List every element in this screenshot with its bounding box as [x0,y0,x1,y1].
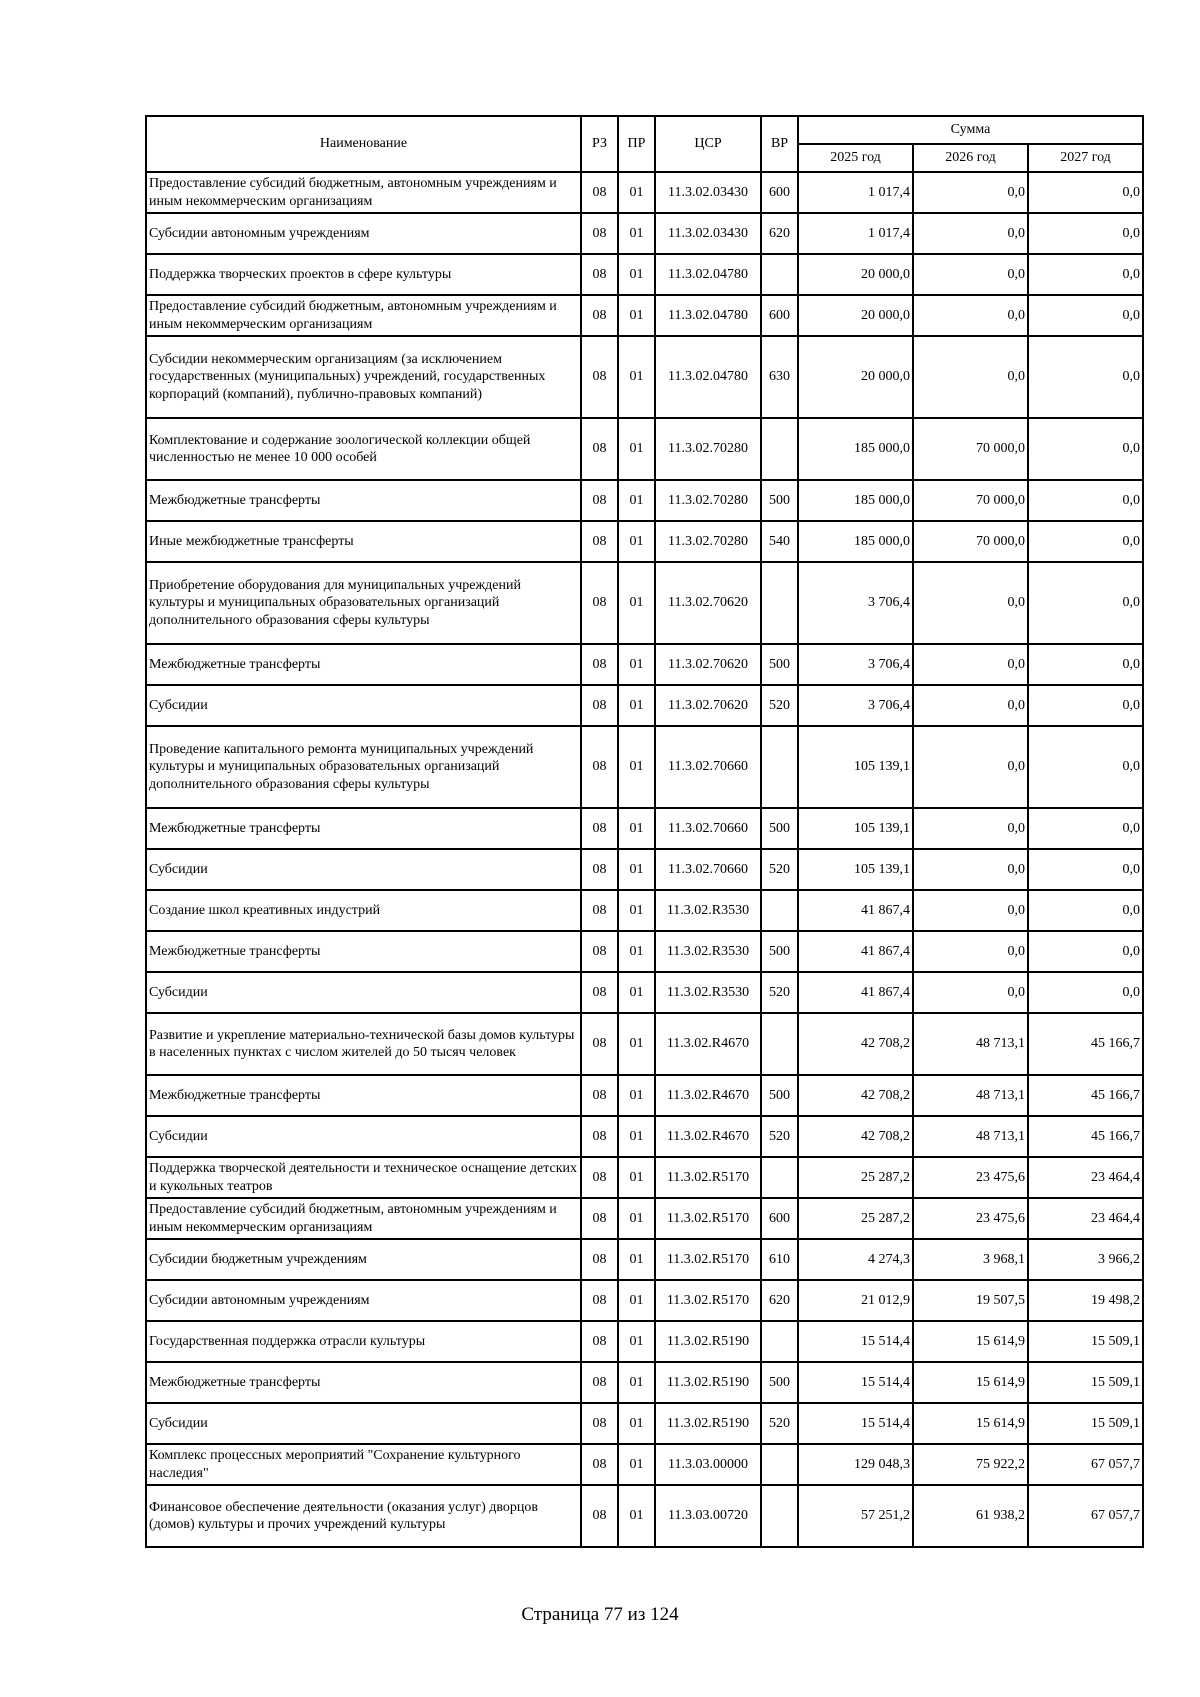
cell-2027: 0,0 [1028,726,1143,808]
cell-vr: 520 [761,685,798,726]
cell-rz: 08 [581,480,618,521]
cell-2025: 1 017,4 [798,213,913,254]
cell-2025: 15 514,4 [798,1362,913,1403]
cell-vr: 520 [761,972,798,1013]
cell-name: Субсидии автономным учреждениям [146,213,581,254]
cell-name: Межбюджетные трансферты [146,480,581,521]
cell-2026: 23 475,6 [913,1157,1028,1198]
cell-2025: 15 514,4 [798,1403,913,1444]
table-row [146,336,1143,418]
cell-2025: 185 000,0 [798,480,913,521]
cell-2026: 0,0 [913,808,1028,849]
cell-vr [761,1013,798,1075]
header-sum: Сумма [798,116,1143,144]
cell-2027: 23 464,4 [1028,1157,1143,1198]
cell-2025: 1 017,4 [798,172,913,213]
cell-pr: 01 [618,726,655,808]
table-row [146,1116,1143,1157]
table-header [146,116,1143,172]
cell-pr: 01 [618,480,655,521]
cell-csr: 11.3.02.70660 [655,849,761,890]
cell-2027: 45 166,7 [1028,1013,1143,1075]
cell-vr: 520 [761,849,798,890]
cell-vr [761,1157,798,1198]
cell-2026: 0,0 [913,213,1028,254]
cell-2027: 0,0 [1028,808,1143,849]
cell-2025: 25 287,2 [798,1157,913,1198]
cell-2026: 3 968,1 [913,1239,1028,1280]
cell-rz: 08 [581,1362,618,1403]
cell-2026: 15 614,9 [913,1403,1028,1444]
cell-rz: 08 [581,1444,618,1485]
cell-pr: 01 [618,213,655,254]
cell-rz: 08 [581,1075,618,1116]
cell-rz: 08 [581,808,618,849]
cell-name: Межбюджетные трансферты [146,1362,581,1403]
cell-2026: 0,0 [913,336,1028,418]
cell-2026: 15 614,9 [913,1321,1028,1362]
cell-csr: 11.3.02.04780 [655,295,761,336]
cell-csr: 11.3.02.R5170 [655,1198,761,1239]
cell-csr: 11.3.02.70620 [655,685,761,726]
cell-2025: 105 139,1 [798,808,913,849]
cell-rz: 08 [581,295,618,336]
cell-vr: 520 [761,1116,798,1157]
cell-2025: 20 000,0 [798,254,913,295]
cell-csr: 11.3.02.70280 [655,418,761,480]
cell-name: Предоставление субсидий бюджетным, автономным учреждениям и иным некоммерческим организациям [146,172,581,213]
header-vr: ВР [761,116,798,172]
cell-csr: 11.3.02.70620 [655,644,761,685]
cell-2027: 0,0 [1028,644,1143,685]
cell-2025: 4 274,3 [798,1239,913,1280]
cell-csr: 11.3.02.70280 [655,480,761,521]
cell-pr: 01 [618,1362,655,1403]
cell-name: Межбюджетные трансферты [146,931,581,972]
cell-name: Предоставление субсидий бюджетным, автономным учреждениям и иным некоммерческим организациям [146,1198,581,1239]
cell-csr: 11.3.02.03430 [655,172,761,213]
page-number: Страница 77 из 124 [521,1604,679,1625]
cell-vr: 620 [761,213,798,254]
cell-2027: 0,0 [1028,254,1143,295]
cell-2025: 42 708,2 [798,1013,913,1075]
cell-2025: 42 708,2 [798,1075,913,1116]
header-2026: 2026 год [913,144,1028,172]
cell-2026: 0,0 [913,644,1028,685]
cell-name: Государственная поддержка отрасли культуры [146,1321,581,1362]
cell-pr: 01 [618,1075,655,1116]
cell-2025: 41 867,4 [798,931,913,972]
cell-rz: 08 [581,1321,618,1362]
cell-2027: 45 166,7 [1028,1075,1143,1116]
cell-csr: 11.3.02.R5170 [655,1280,761,1321]
table-row [146,521,1143,562]
table-row [146,1198,1143,1239]
cell-2027: 0,0 [1028,562,1143,644]
cell-2027: 0,0 [1028,890,1143,931]
table-body [146,172,1143,1547]
cell-2027: 15 509,1 [1028,1403,1143,1444]
table-row [146,644,1143,685]
cell-2026: 70 000,0 [913,480,1028,521]
cell-name: Создание школ креативных индустрий [146,890,581,931]
cell-2025: 41 867,4 [798,890,913,931]
table-row [146,1157,1143,1198]
cell-pr: 01 [618,295,655,336]
cell-2026: 70 000,0 [913,521,1028,562]
cell-2025: 20 000,0 [798,336,913,418]
cell-pr: 01 [618,1321,655,1362]
cell-2027: 67 057,7 [1028,1444,1143,1485]
cell-csr: 11.3.02.R3530 [655,972,761,1013]
cell-rz: 08 [581,1280,618,1321]
cell-name: Приобретение оборудования для муниципальных учреждений культуры и муниципальных образовательных организаций дополнительного образования сферы культуры [146,562,581,644]
cell-2027: 0,0 [1028,685,1143,726]
cell-pr: 01 [618,849,655,890]
table-row [146,295,1143,336]
cell-vr: 500 [761,1362,798,1403]
cell-csr: 11.3.02.R5190 [655,1362,761,1403]
cell-vr: 500 [761,808,798,849]
table-row [146,1321,1143,1362]
cell-vr: 500 [761,931,798,972]
cell-name: Субсидии [146,1116,581,1157]
cell-csr: 11.3.02.04780 [655,254,761,295]
cell-2026: 0,0 [913,172,1028,213]
header-2027: 2027 год [1028,144,1143,172]
cell-pr: 01 [618,562,655,644]
cell-name: Субсидии автономным учреждениям [146,1280,581,1321]
cell-2027: 0,0 [1028,336,1143,418]
cell-vr [761,1321,798,1362]
cell-2027: 0,0 [1028,849,1143,890]
cell-2026: 0,0 [913,295,1028,336]
cell-vr: 500 [761,644,798,685]
cell-2027: 3 966,2 [1028,1239,1143,1280]
cell-2025: 20 000,0 [798,295,913,336]
cell-2027: 15 509,1 [1028,1362,1143,1403]
cell-2025: 42 708,2 [798,1116,913,1157]
cell-2027: 0,0 [1028,172,1143,213]
cell-pr: 01 [618,1444,655,1485]
cell-2026: 0,0 [913,726,1028,808]
cell-pr: 01 [618,1013,655,1075]
cell-2027: 0,0 [1028,295,1143,336]
cell-vr: 610 [761,1239,798,1280]
cell-2027: 23 464,4 [1028,1198,1143,1239]
cell-2027: 45 166,7 [1028,1116,1143,1157]
cell-vr: 620 [761,1280,798,1321]
cell-name: Межбюджетные трансферты [146,808,581,849]
cell-2026: 0,0 [913,931,1028,972]
cell-csr: 11.3.02.70280 [655,521,761,562]
header-csr: ЦСР [655,116,761,172]
cell-vr: 600 [761,295,798,336]
cell-rz: 08 [581,644,618,685]
cell-2026: 15 614,9 [913,1362,1028,1403]
cell-2026: 48 713,1 [913,1075,1028,1116]
cell-csr: 11.3.02.R3530 [655,890,761,931]
cell-rz: 08 [581,213,618,254]
table-row [146,172,1143,213]
header-pr: ПР [618,116,655,172]
cell-rz: 08 [581,336,618,418]
cell-vr: 500 [761,1075,798,1116]
cell-rz: 08 [581,418,618,480]
table-row [146,1362,1143,1403]
cell-2026: 0,0 [913,972,1028,1013]
cell-vr: 630 [761,336,798,418]
table-row [146,1280,1143,1321]
cell-pr: 01 [618,1403,655,1444]
cell-pr: 01 [618,890,655,931]
table-row [146,726,1143,808]
cell-name: Предоставление субсидий бюджетным, автономным учреждениям и иным некоммерческим организациям [146,295,581,336]
cell-2025: 25 287,2 [798,1198,913,1239]
cell-pr: 01 [618,1157,655,1198]
cell-2026: 0,0 [913,890,1028,931]
cell-2025: 57 251,2 [798,1485,913,1547]
cell-2026: 19 507,5 [913,1280,1028,1321]
cell-name: Поддержка творческих проектов в сфере культуры [146,254,581,295]
table-row [146,480,1143,521]
cell-2025: 41 867,4 [798,972,913,1013]
cell-2026: 0,0 [913,254,1028,295]
cell-2025: 3 706,4 [798,644,913,685]
table-row [146,418,1143,480]
table-row [146,1403,1143,1444]
cell-csr: 11.3.02.R4670 [655,1013,761,1075]
cell-name: Субсидии [146,1403,581,1444]
cell-csr: 11.3.02.R3530 [655,931,761,972]
cell-csr: 11.3.02.R5170 [655,1157,761,1198]
cell-vr [761,418,798,480]
cell-rz: 08 [581,1198,618,1239]
table-row [146,1485,1143,1547]
table-row [146,1075,1143,1116]
header-rz: РЗ [581,116,618,172]
cell-vr [761,726,798,808]
cell-name: Межбюджетные трансферты [146,1075,581,1116]
cell-pr: 01 [618,1280,655,1321]
cell-csr: 11.3.02.R5170 [655,1239,761,1280]
table-row [146,562,1143,644]
cell-rz: 08 [581,562,618,644]
cell-2027: 0,0 [1028,521,1143,562]
cell-2025: 105 139,1 [798,849,913,890]
cell-pr: 01 [618,254,655,295]
cell-2025: 15 514,4 [798,1321,913,1362]
cell-csr: 11.3.02.70660 [655,726,761,808]
cell-2027: 0,0 [1028,931,1143,972]
cell-rz: 08 [581,931,618,972]
cell-2027: 0,0 [1028,418,1143,480]
cell-2027: 67 057,7 [1028,1485,1143,1547]
cell-2025: 21 012,9 [798,1280,913,1321]
cell-rz: 08 [581,1485,618,1547]
table-row [146,685,1143,726]
cell-vr [761,1444,798,1485]
table-row [146,254,1143,295]
table-row [146,849,1143,890]
cell-name: Развитие и укрепление материально-технической базы домов культуры в населенных пунктах с числом жителей до 50 тысяч человек [146,1013,581,1075]
cell-pr: 01 [618,644,655,685]
cell-2026: 0,0 [913,849,1028,890]
cell-2026: 0,0 [913,685,1028,726]
cell-2026: 23 475,6 [913,1198,1028,1239]
cell-pr: 01 [618,1198,655,1239]
cell-vr: 520 [761,1403,798,1444]
cell-name: Субсидии некоммерческим организациям (за исключением государственных (муниципальных) учреждений, государственных корпораций (компаний), публично-правовых компаний) [146,336,581,418]
cell-csr: 11.3.02.03430 [655,213,761,254]
table-row [146,213,1143,254]
cell-name: Межбюджетные трансферты [146,644,581,685]
cell-name: Субсидии [146,972,581,1013]
table-row [146,931,1143,972]
cell-name: Поддержка творческой деятельности и техническое оснащение детских и кукольных театров [146,1157,581,1198]
cell-vr: 540 [761,521,798,562]
cell-name: Субсидии [146,849,581,890]
cell-pr: 01 [618,931,655,972]
cell-pr: 01 [618,972,655,1013]
budget-table [145,115,1144,1548]
cell-vr [761,562,798,644]
table-row [146,808,1143,849]
cell-rz: 08 [581,849,618,890]
cell-csr: 11.3.02.R4670 [655,1116,761,1157]
cell-pr: 01 [618,418,655,480]
cell-pr: 01 [618,1239,655,1280]
table-row [146,1444,1143,1485]
cell-2025: 129 048,3 [798,1444,913,1485]
cell-pr: 01 [618,685,655,726]
cell-vr [761,254,798,295]
cell-name: Комплекс процессных мероприятий "Сохранение культурного наследия" [146,1444,581,1485]
cell-pr: 01 [618,1116,655,1157]
cell-pr: 01 [618,521,655,562]
table-row [146,1239,1143,1280]
table-row [146,890,1143,931]
cell-name: Финансовое обеспечение деятельности (оказания услуг) дворцов (домов) культуры и прочих учреждений культуры [146,1485,581,1547]
cell-2026: 75 922,2 [913,1444,1028,1485]
cell-pr: 01 [618,808,655,849]
cell-rz: 08 [581,972,618,1013]
cell-csr: 11.3.02.70660 [655,808,761,849]
cell-2027: 0,0 [1028,480,1143,521]
cell-rz: 08 [581,1116,618,1157]
cell-2026: 48 713,1 [913,1116,1028,1157]
cell-rz: 08 [581,726,618,808]
cell-2026: 0,0 [913,562,1028,644]
cell-name: Субсидии бюджетным учреждениям [146,1239,581,1280]
cell-2027: 15 509,1 [1028,1321,1143,1362]
cell-rz: 08 [581,254,618,295]
cell-2027: 0,0 [1028,213,1143,254]
cell-vr: 600 [761,1198,798,1239]
cell-csr: 11.3.02.70620 [655,562,761,644]
cell-rz: 08 [581,1403,618,1444]
cell-pr: 01 [618,1485,655,1547]
cell-2026: 61 938,2 [913,1485,1028,1547]
cell-rz: 08 [581,172,618,213]
cell-2025: 3 706,4 [798,685,913,726]
cell-pr: 01 [618,336,655,418]
cell-rz: 08 [581,1239,618,1280]
cell-rz: 08 [581,1157,618,1198]
cell-rz: 08 [581,1013,618,1075]
cell-2025: 185 000,0 [798,418,913,480]
cell-2026: 70 000,0 [913,418,1028,480]
cell-vr: 500 [761,480,798,521]
cell-2025: 3 706,4 [798,562,913,644]
cell-pr: 01 [618,172,655,213]
cell-2026: 48 713,1 [913,1013,1028,1075]
cell-name: Иные межбюджетные трансферты [146,521,581,562]
cell-vr [761,890,798,931]
cell-2025: 105 139,1 [798,726,913,808]
cell-2025: 185 000,0 [798,521,913,562]
cell-name: Комплектование и содержание зоологической коллекции общей численностью не менее 10 000 особей [146,418,581,480]
cell-csr: 11.3.03.00000 [655,1444,761,1485]
header-name: Наименование [146,116,581,172]
cell-name: Субсидии [146,685,581,726]
cell-rz: 08 [581,685,618,726]
cell-vr: 600 [761,172,798,213]
cell-2027: 19 498,2 [1028,1280,1143,1321]
table-row [146,972,1143,1013]
cell-csr: 11.3.02.R5190 [655,1403,761,1444]
cell-csr: 11.3.02.R4670 [655,1075,761,1116]
cell-2027: 0,0 [1028,972,1143,1013]
cell-csr: 11.3.02.04780 [655,336,761,418]
cell-csr: 11.3.03.00720 [655,1485,761,1547]
header-2025: 2025 год [798,144,913,172]
cell-csr: 11.3.02.R5190 [655,1321,761,1362]
cell-rz: 08 [581,890,618,931]
cell-vr [761,1485,798,1547]
cell-name: Проведение капитального ремонта муниципальных учреждений культуры и муниципальных образовательных организаций дополнительного образования сферы культуры [146,726,581,808]
table-row [146,1013,1143,1075]
cell-rz: 08 [581,521,618,562]
